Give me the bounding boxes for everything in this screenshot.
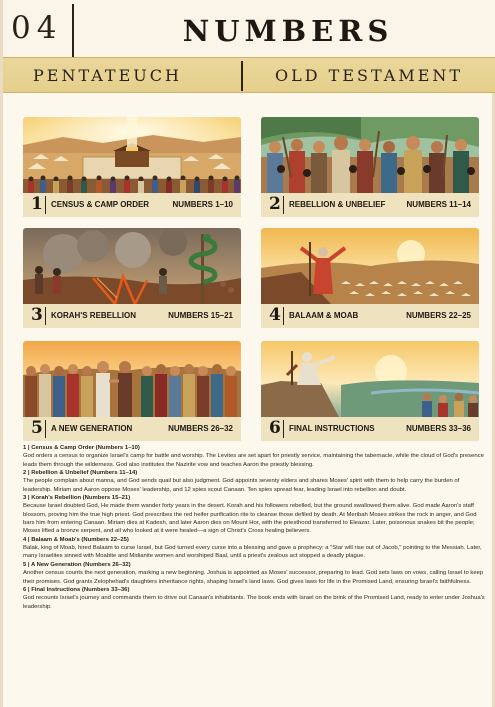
panel-4-illustration [261, 228, 479, 304]
section-heading: 3 | Korah's Rebellion (Numbers 15–21) [23, 495, 131, 502]
panel-number: 4 [269, 305, 281, 325]
final-instructions-image [261, 341, 479, 417]
panel-6 [261, 341, 479, 441]
panel-title: KORAH'S REBELLION [51, 311, 137, 320]
panel-1-caption [23, 193, 241, 217]
panel-6-caption [261, 417, 479, 441]
panel-number: 6 [269, 418, 281, 438]
panel-number: 5 [31, 418, 43, 438]
section-body: The people complain about manna, and God sends quail but also judgment. God appoints seventy elders and shares Moses' spirit with them to help carry the burden of leadership. Miriam and Aaron oppose Moses' leadership, and 12 spies scout Canaan. Ten spies spread fear, leading Israel into rebellion and doubt. [23, 478, 460, 493]
caption-divider [283, 307, 284, 325]
panel-reference: NUMBERS 15–21 [168, 311, 233, 320]
panel-reference: NUMBERS 26–32 [168, 424, 233, 433]
panel-number: 2 [269, 194, 281, 214]
caption-divider [45, 196, 46, 214]
category-band [3, 57, 495, 93]
panel-title: CENSUS & CAMP ORDER [51, 200, 150, 209]
panel-5-caption [23, 417, 241, 441]
panel-4 [261, 228, 479, 328]
panel-3-illustration [23, 228, 241, 304]
panel-reference: NUMBERS 1–10 [172, 200, 233, 209]
panel-number: 3 [31, 305, 43, 325]
panel-2-caption [261, 193, 479, 217]
panel-title: BALAAM & MOAB [289, 311, 359, 320]
caption-divider [45, 420, 46, 438]
panel-1 [23, 117, 241, 217]
band-divider [241, 61, 243, 91]
caption-divider [283, 196, 284, 214]
section-heading: 5 | A New Generation (Numbers 26–32) [23, 561, 131, 568]
panel-1-illustration [23, 117, 241, 193]
panel-title: A NEW GENERATION [51, 424, 133, 433]
rebellion-crowd-image [261, 117, 479, 193]
panel-reference: NUMBERS 33–36 [406, 424, 471, 433]
section-heading: 4 | Balaam & Moab's (Numbers 22–25) [23, 536, 129, 543]
section-body: Another census counts the next generation, marking a new beginning. Joshua is appointed as Moses' successor, preparing to lead. God sets laws on vows, calling Israel to keep their promises. God grants Zelophehad's daughters inheritance rights, shaping Israel's land laws. God gives laws for life in the Promised Land, ensuring Israel's faithfulness. [23, 570, 484, 585]
section-body: God recounts Israel's journey and commands them to drive out Canaan's inhabitants. The book ends with Israel on the brink of the Promised Land, ready to enter under Joshua's leadership. [23, 595, 485, 610]
panel-3-caption [23, 304, 241, 328]
panel-2 [261, 117, 479, 217]
page-header [3, 0, 495, 57]
panel-title: FINAL INSTRUCTIONS [289, 424, 375, 433]
panel-number: 1 [31, 194, 43, 214]
book-number: 04 [11, 10, 63, 46]
section-heading: 2 | Rebellion & Unbelief (Numbers 11–14) [23, 470, 138, 477]
panel-reference: NUMBERS 11–14 [406, 200, 471, 209]
caption-divider [45, 307, 46, 325]
section-body: Balak, king of Moab, hired Balaam to curse Israel, but God turned every curse into a blessing and gave a prophecy: a "Star will rise out of Jacob," pointing to the Messiah. Later, many Israelites sinned with Moabite and Midianite women and worshiped Baal, until a priest's zealous act stopped a deadly plague. [23, 545, 482, 560]
panel-5-illustration [23, 341, 241, 417]
new-generation-image [23, 341, 241, 417]
panel-2-illustration [261, 117, 479, 193]
book-title: NUMBERS [182, 14, 394, 48]
section-body: God orders a census to organize Israel's camp for battle and worship. The Levites are set apart for priestly service, maintaining the tabernacle, while the cloud of God's presence leads them through the wilderness. God also institutes the Nazirite vow and teaches Aaron the priestly blessing. [23, 453, 484, 468]
summary-text [23, 444, 485, 611]
panel-3 [23, 228, 241, 328]
panel-reference: NUMBERS 22–25 [406, 311, 471, 320]
panel-6-illustration [261, 341, 479, 417]
category-right: OLD TESTAMENT [275, 66, 464, 85]
section-heading: 1 | Census & Camp Order (Numbers 1–10) [23, 445, 140, 451]
balaam-moab-image [261, 228, 479, 304]
panel-4-caption [261, 304, 479, 328]
panel-5 [23, 341, 241, 441]
korah-rebellion-image [23, 228, 241, 304]
caption-divider [283, 420, 284, 438]
section-heading: 6 | Final Instructions (Numbers 33–36) [23, 586, 130, 593]
section-body: Because Israel doubted God, He made them wander forty years in the desert. Korah and his followers rebelled, but the ground swallowed them alive. God made Aaron's staff blossom, proving him the true high priest. God prescribes the red heifer purification rite to cleanse those defiled by death. At Meribah Moses strikes the rock in anger, and God bars him from entering Canaan. Miriam dies at Kadesh, and later Aaron dies on Mount Hor, with the priesthood transferred to Eleazar. Later, poisonous snakes bit the people; Moses lifted a bronze serpent, and all who looked at it were healed—a sign of Christ's Cross healing believers. [23, 503, 477, 535]
category-left: PENTATEUCH [33, 66, 182, 85]
header-divider [72, 4, 74, 57]
panel-title: REBELLION & UNBELIEF [289, 200, 386, 209]
tabernacle-camp-image [23, 117, 241, 193]
